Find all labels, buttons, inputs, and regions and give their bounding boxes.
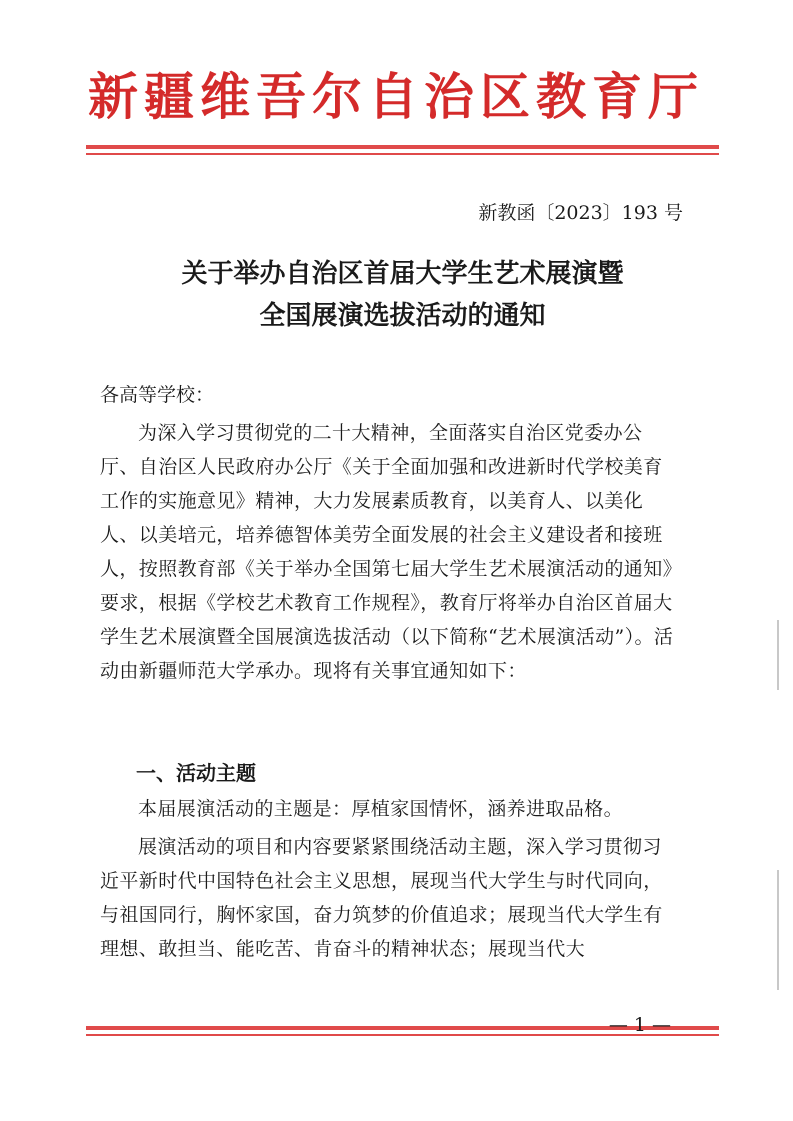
salutation: 各高等学校： — [100, 384, 215, 406]
paragraph-content: 展演活动的项目和内容要紧紧围绕活动主题，深入学习贯彻习近平新时代中国特色社会主义思想，展现当代大学生与时代同向，与祖国同行，胸怀家国，奋力筑梦的价值追求；展现当代大学生有理想、敢担当、能吃苦、肯奋斗的精神状态；展现当代大 — [100, 836, 663, 960]
page-number: — 1 — — [608, 1014, 671, 1036]
document-number: 新教函〔2023〕193 号 — [478, 202, 683, 224]
document-title-line2: 全国展演选拔活动的通知 — [259, 301, 546, 331]
header-rule-thin — [86, 153, 719, 155]
section-heading-theme: 一、活动主题 — [136, 761, 256, 785]
scan-edge-mark — [777, 870, 779, 990]
paragraph-intro: 为深入学习贯彻党的二十大精神，全面落实自治区党委办公厅、自治区人民政府办公厅《关于全面加强和改进新时代学校美育工作的实施意见》精神，大力发展素质教育，以美育人、以美化人、以美培元，培养德智体美劳全面发展的社会主义建设者和接班人，按照教育部《关于举办全国第七届大学生艺术展演活动的通知》要求，根据《学校艺术教育工作规程》，教育厅将举办自治区首届大学生艺术展演暨全国展演选拔活动（以下简称“艺术展演活动”）。活动由新疆师范大学承办。现将有关事宜通知如下： — [100, 422, 674, 682]
document-title-line1: 关于举办自治区首届大学生艺术展演暨 — [181, 259, 624, 289]
scan-edge-mark — [777, 620, 779, 690]
agency-name: 新疆维吾尔自治区教育厅 — [88, 67, 704, 126]
paragraph-theme: 本届展演活动的主题是：厚植家国情怀，涵养进取品格。 — [138, 798, 624, 820]
header-rule-thick — [86, 145, 719, 149]
